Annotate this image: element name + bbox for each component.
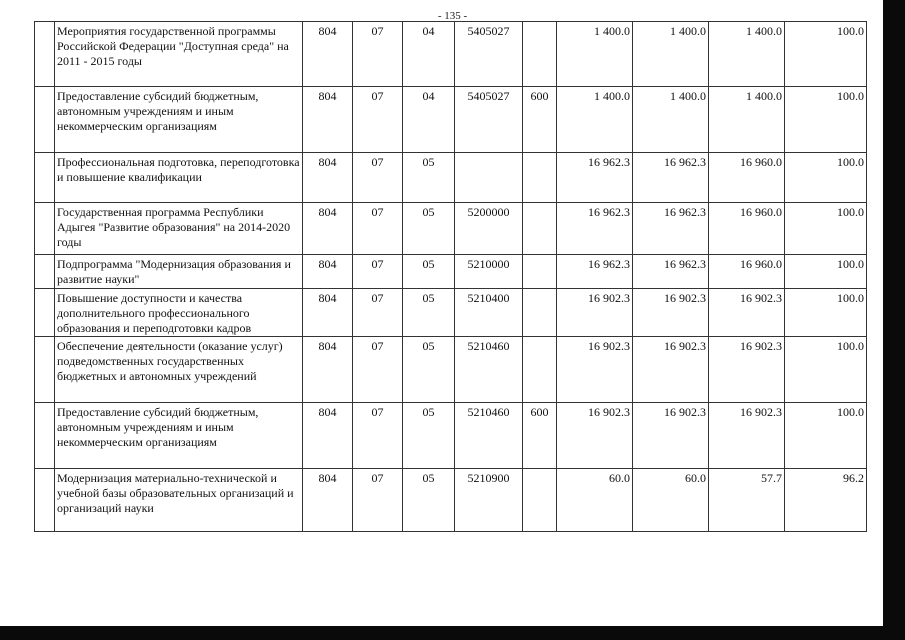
executed-amount: 16 902.3 — [709, 403, 785, 469]
target-article-code — [455, 153, 523, 203]
item-name: Подпрограмма "Модернизация образования и развитие науки" — [55, 255, 303, 289]
section-code: 07 — [353, 469, 403, 532]
grbs-code: 804 — [303, 255, 353, 289]
target-article-code: 5210900 — [455, 469, 523, 532]
item-name: Государственная программа Республики Адыгея "Развитие образования" на 2014-2020 годы — [55, 203, 303, 255]
section-code: 07 — [353, 289, 403, 337]
table-row — [35, 255, 867, 289]
executed-amount: 16 960.0 — [709, 203, 785, 255]
scan-border-bottom — [0, 626, 905, 640]
execution-percent: 100.0 — [785, 337, 867, 403]
grbs-code: 804 — [303, 22, 353, 87]
execution-percent: 100.0 — [785, 153, 867, 203]
section-code: 07 — [353, 255, 403, 289]
margin-cell — [35, 337, 55, 403]
section-code: 07 — [353, 22, 403, 87]
item-name: Профессиональная подготовка, переподготовка и повышение квалификации — [55, 153, 303, 203]
table-row — [35, 469, 867, 532]
table-row — [35, 289, 867, 337]
refined-amount: 16 962.3 — [633, 255, 709, 289]
grbs-code: 804 — [303, 337, 353, 403]
planned-amount: 16 902.3 — [557, 337, 633, 403]
subsection-code: 05 — [403, 469, 455, 532]
planned-amount: 16 962.3 — [557, 255, 633, 289]
table-row — [35, 337, 867, 403]
expense-type-code: 600 — [523, 87, 557, 153]
execution-percent: 100.0 — [785, 22, 867, 87]
table-row — [35, 87, 867, 153]
margin-cell — [35, 22, 55, 87]
planned-amount: 16 902.3 — [557, 403, 633, 469]
execution-percent: 100.0 — [785, 289, 867, 337]
target-article-code: 5200000 — [455, 203, 523, 255]
item-name: Повышение доступности и качества дополнительного профессионального образования и переподготовки кадров — [55, 289, 303, 337]
expense-type-code — [523, 289, 557, 337]
item-name: Предоставление субсидий бюджетным, автономным учреждениям и иным некоммерческим организациям — [55, 403, 303, 469]
scan-border-right — [883, 0, 905, 640]
planned-amount: 16 962.3 — [557, 203, 633, 255]
table-row — [35, 403, 867, 469]
section-code: 07 — [353, 153, 403, 203]
refined-amount: 1 400.0 — [633, 22, 709, 87]
margin-cell — [35, 403, 55, 469]
item-name: Обеспечение деятельности (оказание услуг) подведомственных государственных бюджетных и автономных учреждений — [55, 337, 303, 403]
target-article-code: 5405027 — [455, 87, 523, 153]
subsection-code: 05 — [403, 403, 455, 469]
page-number: - 135 - — [437, 10, 468, 22]
planned-amount: 1 400.0 — [557, 22, 633, 87]
item-name: Модернизация материально-технической и учебной базы образовательных организаций и организаций науки — [55, 469, 303, 532]
grbs-code: 804 — [303, 469, 353, 532]
subsection-code: 05 — [403, 203, 455, 255]
margin-cell — [35, 153, 55, 203]
execution-percent: 100.0 — [785, 403, 867, 469]
table-row — [35, 22, 867, 87]
subsection-code: 05 — [403, 255, 455, 289]
expense-type-code — [523, 255, 557, 289]
expense-type-code — [523, 153, 557, 203]
subsection-code: 05 — [403, 337, 455, 403]
executed-amount: 1 400.0 — [709, 87, 785, 153]
executed-amount: 16 960.0 — [709, 255, 785, 289]
refined-amount: 16 902.3 — [633, 403, 709, 469]
target-article-code: 5210000 — [455, 255, 523, 289]
margin-cell — [35, 289, 55, 337]
section-code: 07 — [353, 337, 403, 403]
refined-amount: 1 400.0 — [633, 87, 709, 153]
planned-amount: 1 400.0 — [557, 87, 633, 153]
margin-cell — [35, 469, 55, 532]
item-name: Мероприятия государственной программы Российской Федерации "Доступная среда" на 2011 - 2015 годы — [55, 22, 303, 87]
executed-amount: 16 902.3 — [709, 289, 785, 337]
target-article-code: 5210400 — [455, 289, 523, 337]
target-article-code: 5210460 — [455, 403, 523, 469]
table-row — [35, 203, 867, 255]
subsection-code: 05 — [403, 153, 455, 203]
execution-percent: 96.2 — [785, 469, 867, 532]
grbs-code: 804 — [303, 87, 353, 153]
grbs-code: 804 — [303, 203, 353, 255]
table-row — [35, 153, 867, 203]
expense-type-code — [523, 203, 557, 255]
refined-amount: 16 962.3 — [633, 203, 709, 255]
executed-amount: 57.7 — [709, 469, 785, 532]
executed-amount: 16 902.3 — [709, 337, 785, 403]
grbs-code: 804 — [303, 289, 353, 337]
grbs-code: 804 — [303, 403, 353, 469]
section-code: 07 — [353, 87, 403, 153]
table-body — [35, 22, 867, 532]
refined-amount: 60.0 — [633, 469, 709, 532]
margin-cell — [35, 203, 55, 255]
execution-percent: 100.0 — [785, 203, 867, 255]
refined-amount: 16 902.3 — [633, 289, 709, 337]
grbs-code: 804 — [303, 153, 353, 203]
subsection-code: 05 — [403, 289, 455, 337]
expense-type-code — [523, 337, 557, 403]
refined-amount: 16 902.3 — [633, 337, 709, 403]
margin-cell — [35, 87, 55, 153]
execution-percent: 100.0 — [785, 255, 867, 289]
refined-amount: 16 962.3 — [633, 153, 709, 203]
planned-amount: 16 962.3 — [557, 153, 633, 203]
section-code: 07 — [353, 403, 403, 469]
budget-table — [34, 21, 867, 532]
planned-amount: 16 902.3 — [557, 289, 633, 337]
expense-type-code — [523, 469, 557, 532]
target-article-code: 5210460 — [455, 337, 523, 403]
section-code: 07 — [353, 203, 403, 255]
margin-cell — [35, 255, 55, 289]
expense-type-code — [523, 22, 557, 87]
planned-amount: 60.0 — [557, 469, 633, 532]
expense-type-code: 600 — [523, 403, 557, 469]
subsection-code: 04 — [403, 22, 455, 87]
executed-amount: 1 400.0 — [709, 22, 785, 87]
target-article-code: 5405027 — [455, 22, 523, 87]
item-name: Предоставление субсидий бюджетным, автономным учреждениям и иным некоммерческим организациям — [55, 87, 303, 153]
executed-amount: 16 960.0 — [709, 153, 785, 203]
subsection-code: 04 — [403, 87, 455, 153]
execution-percent: 100.0 — [785, 87, 867, 153]
